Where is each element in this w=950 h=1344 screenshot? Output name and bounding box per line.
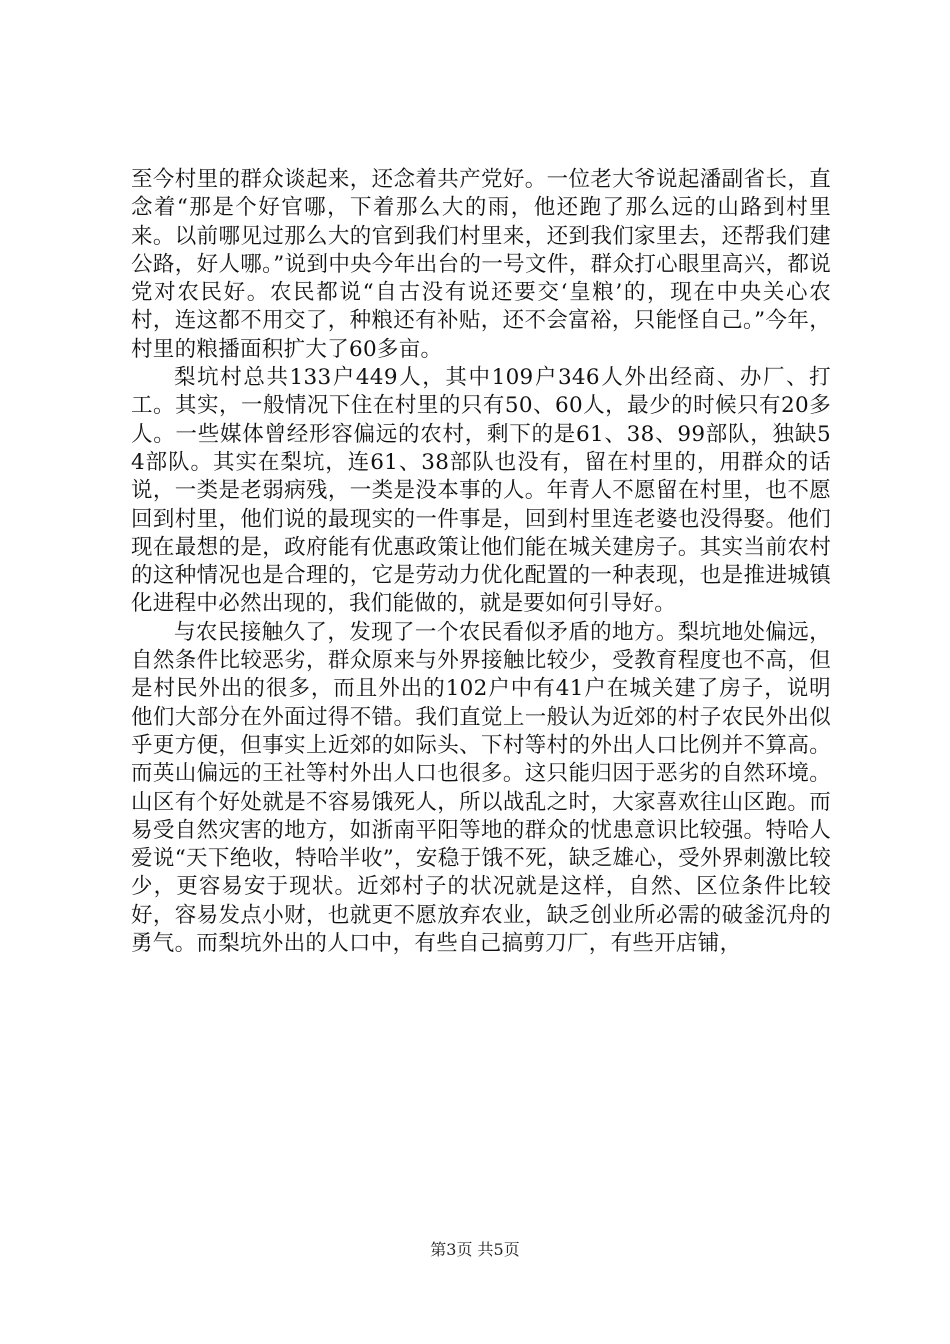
paragraph-3: 与农民接触久了，发现了一个农民看似矛盾的地方。梨坑地处偏远，自然条件比较恶劣，群众原来与外界接触比较少，受教育程度也不高，但是村民外出的很多，而且外出的102户中有41户在城关建了房子，说明他们大部分在外面过得不错。我们直觉上一般认为近郊的村子农民外出似乎更方便，但事实上近郊的如际头、下村等村的外出人口比例并不算高。而英山偏远的王社等村外出人口也很多。这只能归因于恶劣的自然环境。山区有个好处就是不容易饿死人，所以战乱之时，大家喜欢往山区跑。而易受自然灾害的地方，如浙南平阳等地的群众的忧患意识比较强。特哈人爱说“天下绝收，特哈半收”，安稳于饿不死，缺乏雄心，受外界刺激比较少，更容易安于现状。近郊村子的状况就是这样，自然、区位条件比较好，容易发点小财，也就更不愿放弃农业，缺乏创业所必需的破釜沉舟的勇气。而梨坑外出的人口中，有些自己搞剪刀厂，有些开店铺， — [131, 619, 831, 957]
paragraph-2: 梨坑村总共133户449人，其中109户346人外出经商、办厂、打工。其实，一般情况下住在村里的只有50、60人，最少的时候只有20多人。一些媒体曾经形容偏远的农村，剩下的是61、38、99部队，独缺54部队。其实在梨坑，连61、38部队也没有，留在村里的，用群众的话说，一类是老弱病残，一类是没本事的人。年青人不愿留在村里，也不愿回到村里，他们说的最现实的一件事是，回到村里连老婆也没得娶。他们现在最想的是，政府能有优惠政策让他们能在城关建房子。其实当前农村的这种情况也是合理的，它是劳动力优化配置的一种表现，也是推进城镇化进程中必然出现的，我们能做的，就是要如何引导好。 — [131, 365, 831, 617]
body-text — [131, 166, 831, 958]
paragraph-1: 至今村里的群众谈起来，还念着共产党好。一位老大爷说起潘副省长，直念着“那是个好官哪，下着那么大的雨，他还跑了那么远的山路到村里来。以前哪见过那么大的官到我们村里来，还到我们家里去，还帮我们建公路，好人哪。”说到中央今年出台的一号文件，群众打心眼里高兴，都说党对农民好。农民都说“自古没有说还要交‘皇粮’的，现在中央关心农村，连这都不用交了，种粮还有补贴，还不会富裕，只能怪自己。”今年，村里的粮播面积扩大了60多亩。 — [131, 167, 831, 362]
page-footer: 第3页 共5页 — [430, 1240, 520, 1259]
